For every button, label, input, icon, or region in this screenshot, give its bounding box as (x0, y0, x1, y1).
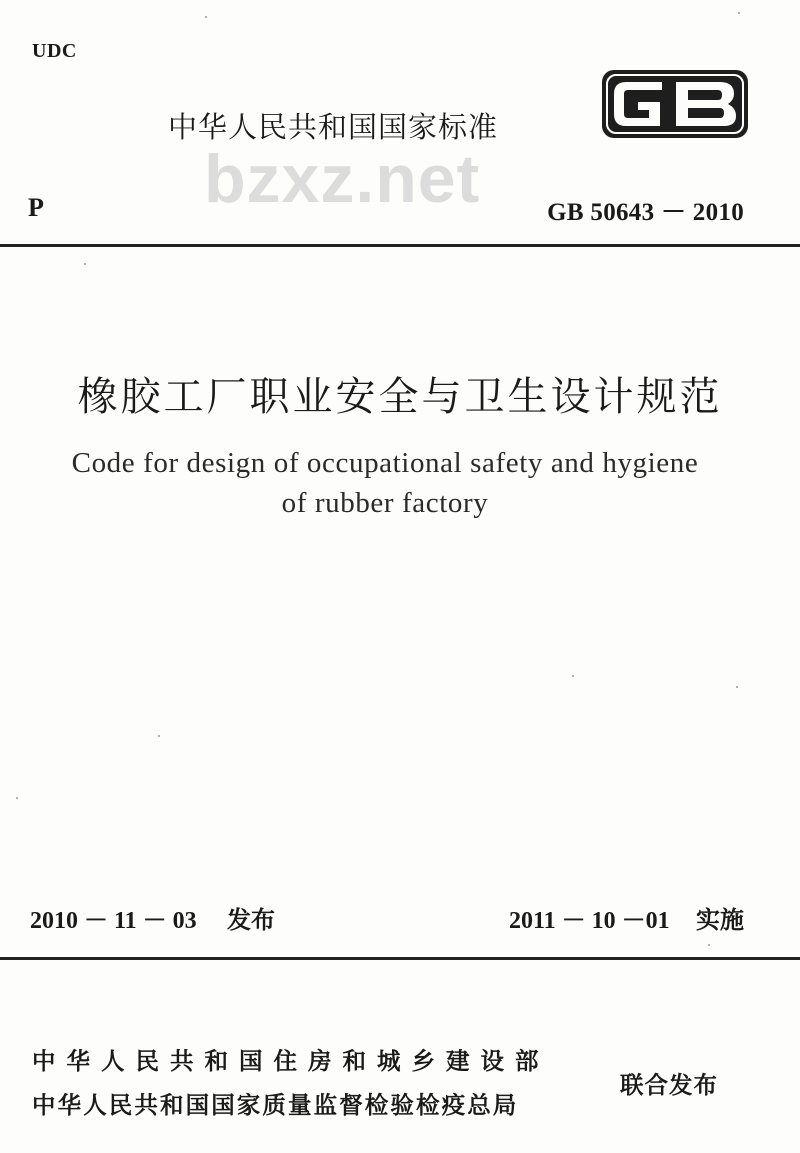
title-english-line2: of rubber factory (281, 487, 489, 519)
issuer-ministry-housing: 中华人民共和国住房和城乡建设部 (32, 1047, 550, 1075)
scan-speck (16, 797, 18, 799)
implement-date: 2011 － 10 －01 (508, 908, 670, 934)
bottom-divider (0, 957, 800, 960)
publish-date-block (30, 900, 275, 935)
implement-label: 实施 (696, 905, 744, 934)
implement-date-block (509, 900, 744, 935)
scan-speck (708, 944, 710, 946)
top-divider (0, 244, 800, 247)
classification-code: P (28, 193, 44, 222)
udc-label: UDC (32, 40, 77, 62)
title-english-line1: Code for design of occupational safety and hygiene (71, 447, 699, 479)
issuer-aqsiq: 中华人民共和国国家质量监督检验检疫总局 (32, 1091, 519, 1119)
standard-number: GB 50643 － 2010 (547, 199, 744, 226)
scan-speck (736, 686, 738, 688)
title-chinese: 橡胶工厂职业安全与卫生设计规范 (77, 374, 723, 420)
scan-speck (158, 735, 160, 737)
scan-speck (738, 12, 740, 14)
publish-label: 发布 (227, 905, 276, 934)
standard-type: 中华人民共和国国家标准 (168, 110, 499, 144)
scan-speck (84, 263, 86, 265)
joint-publish-label: 联合发布 (620, 1071, 718, 1099)
title-english (0, 443, 770, 523)
scan-speck (205, 16, 207, 18)
publish-date: 2010 － 11 － 03 (30, 908, 197, 934)
watermark: bzxz.net (204, 141, 481, 217)
scan-speck (572, 675, 574, 677)
gb-logo (600, 68, 750, 140)
